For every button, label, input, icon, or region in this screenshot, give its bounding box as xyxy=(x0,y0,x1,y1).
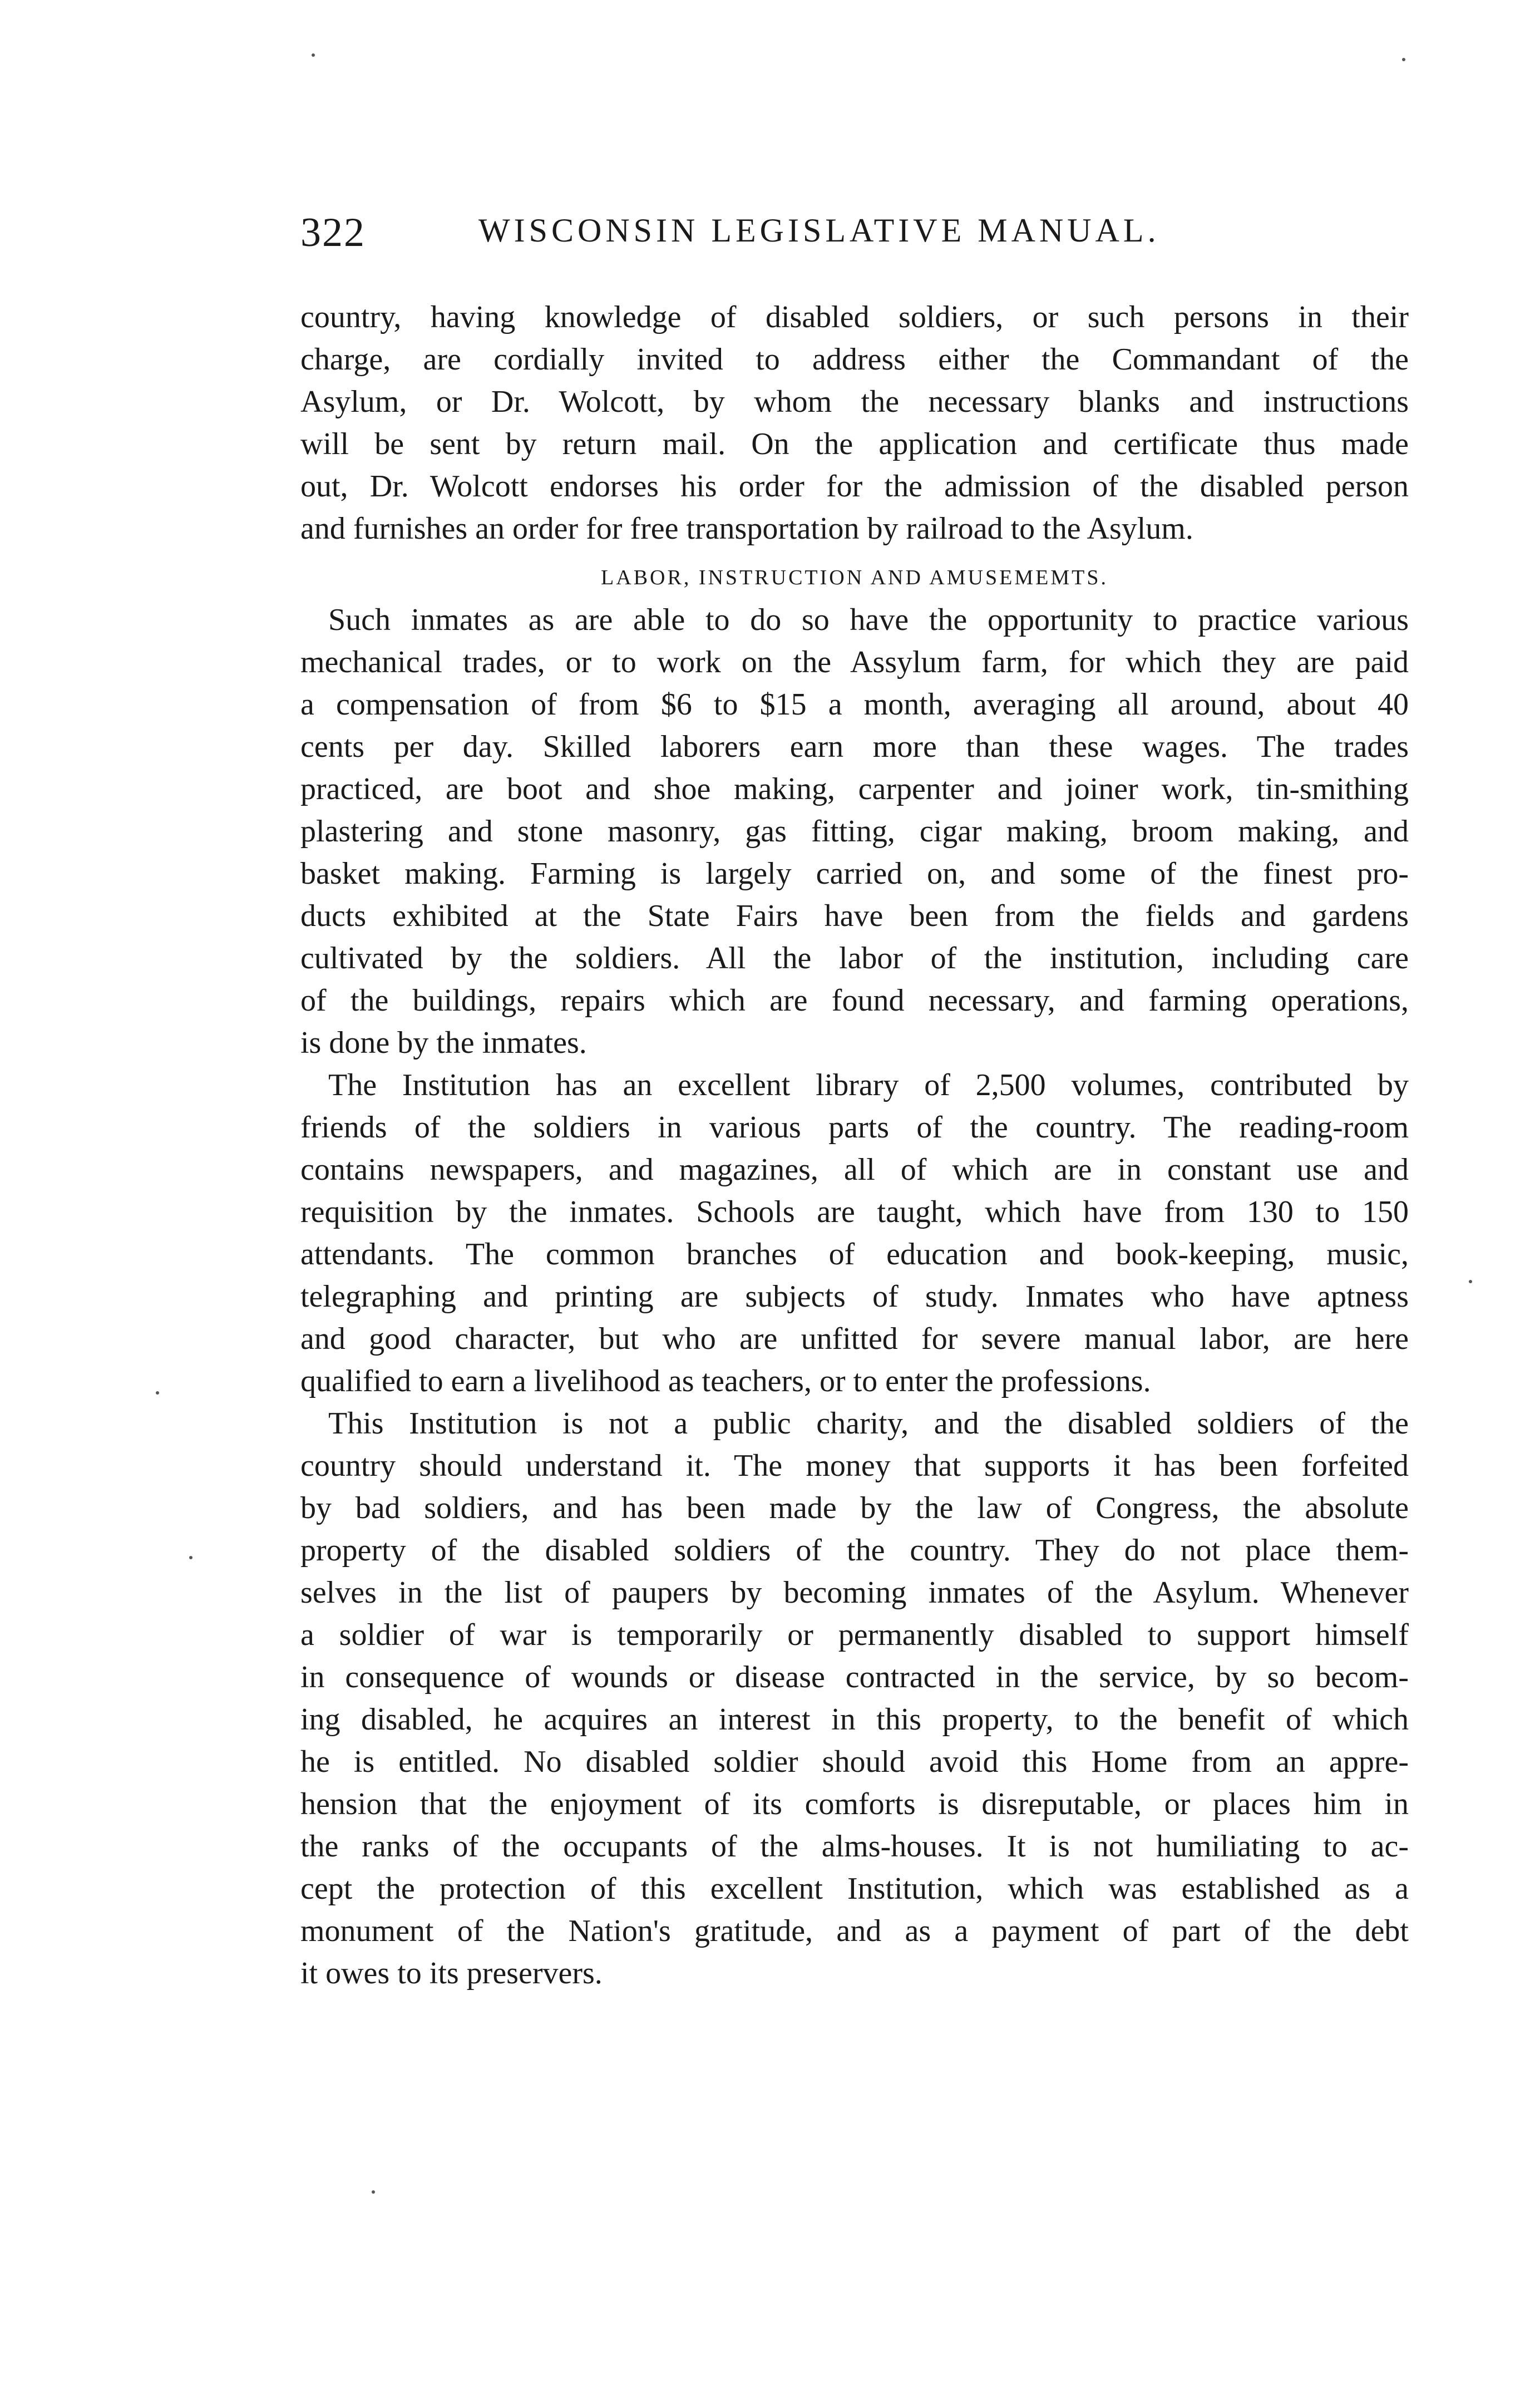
text-line: country should understand it. The money that supports it has been forfeited xyxy=(300,1449,1409,1483)
text-line: contains newspapers, and magazines, all of which are in constant use and xyxy=(300,1152,1409,1187)
text-line: will be sent by return mail. On the application and certificate thus made xyxy=(300,427,1409,461)
text-line: friends of the soldiers in various parts of the country. The reading-room xyxy=(300,1110,1409,1145)
text-line: Asylum, or Dr. Wolcott, by whom the necessary blanks and instructions xyxy=(300,385,1409,419)
text-line: requisition by the inmates. Schools are taught, which have from 130 to 150 xyxy=(300,1195,1409,1229)
text-line: This Institution is not a public charity, and the disabled soldiers of the xyxy=(328,1406,1409,1441)
text-line: by bad soldiers, and has been made by the law of Congress, the absolute xyxy=(300,1491,1409,1525)
text-line: monument of the Nation's gratitude, and as a payment of part of the debt xyxy=(300,1914,1409,1948)
text-line: out, Dr. Wolcott endorses his order for the admission of the disabled person xyxy=(300,469,1409,504)
text-line: he is entitled. No disabled soldier should avoid this Home from an appre- xyxy=(300,1745,1409,1779)
text-line: charge, are cordially invited to address either the Commandant of the xyxy=(300,342,1409,377)
text-line: and furnishes an order for free transportation by railroad to the Asylum. xyxy=(300,511,1193,546)
text-line: country, having knowledge of disabled soldiers, or such persons in their xyxy=(300,300,1409,334)
text-line: property of the disabled soldiers of the country. They do not place them- xyxy=(300,1533,1409,1568)
text-line: qualified to earn a livelihood as teachers, or to enter the professions. xyxy=(300,1364,1151,1398)
paragraph-4 xyxy=(300,1402,1409,1994)
page-header xyxy=(300,209,1419,270)
text-line: The Institution has an excellent library of 2,500 volumes, contributed by xyxy=(328,1068,1409,1102)
text-line: cept the protection of this excellent Institution, which was established as a xyxy=(300,1871,1409,1906)
text-line: attendants. The common branches of education and book-keeping, music, xyxy=(300,1237,1409,1272)
paper-speck xyxy=(312,53,315,57)
paper-speck xyxy=(156,1391,159,1395)
paper-speck xyxy=(1469,1280,1472,1283)
paper-speck xyxy=(189,1556,192,1559)
page-number: 322 xyxy=(300,210,366,255)
text-line: plastering and stone masonry, gas fitting, cigar making, broom making, and xyxy=(300,814,1409,849)
text-line: in consequence of wounds or disease contracted in the service, by so becom- xyxy=(300,1660,1409,1694)
text-line: selves in the list of paupers by becoming inmates of the Asylum. Whenever xyxy=(300,1575,1409,1610)
text-line: the ranks of the occupants of the alms-houses. It is not humiliating to ac- xyxy=(300,1829,1409,1864)
text-line: is done by the inmates. xyxy=(300,1026,587,1060)
paper-speck xyxy=(372,2190,375,2194)
paragraph-3 xyxy=(300,1064,1409,1402)
text-line: a soldier of war is temporarily or permanently disabled to support himself xyxy=(300,1618,1409,1652)
text-line: cultivated by the soldiers. All the labor of the institution, including care xyxy=(300,941,1409,976)
body-text xyxy=(300,296,1409,1994)
text-line: hension that the enjoyment of its comforts is disreputable, or places him in xyxy=(300,1787,1409,1821)
text-line: ing disabled, he acquires an interest in this property, to the benefit of which xyxy=(300,1702,1409,1737)
text-line: basket making. Farming is largely carried on, and some of the finest pro- xyxy=(300,856,1409,891)
text-line: of the buildings, repairs which are found necessary, and farming operations, xyxy=(300,983,1409,1018)
paper-speck xyxy=(1402,58,1405,61)
running-head: WISCONSIN LEGISLATIVE MANUAL. xyxy=(478,212,1160,249)
text-line: a compensation of from $6 to $15 a month, averaging all around, about 40 xyxy=(300,687,1409,722)
text-line: ducts exhibited at the State Fairs have been from the fields and gardens xyxy=(300,899,1409,933)
text-line: and good character, but who are unfitted for severe manual labor, are here xyxy=(300,1322,1409,1356)
text-line: it owes to its preservers. xyxy=(300,1956,603,1991)
text-line: practiced, are boot and shoe making, carpenter and joiner work, tin-smithing xyxy=(300,772,1409,806)
paragraph-2 xyxy=(300,599,1409,1064)
text-line: telegraphing and printing are subjects of study. Inmates who have aptness xyxy=(300,1279,1409,1314)
text-line: Such inmates as are able to do so have the opportunity to practice various xyxy=(328,603,1409,637)
paragraph-1 xyxy=(300,296,1409,550)
section-heading: LABOR, INSTRUCTION AND AMUSEMEMTS. xyxy=(601,566,1108,589)
text-line: cents per day. Skilled laborers earn more than these wages. The trades xyxy=(300,730,1409,764)
text-line: mechanical trades, or to work on the Assylum farm, for which they are paid xyxy=(300,645,1409,679)
